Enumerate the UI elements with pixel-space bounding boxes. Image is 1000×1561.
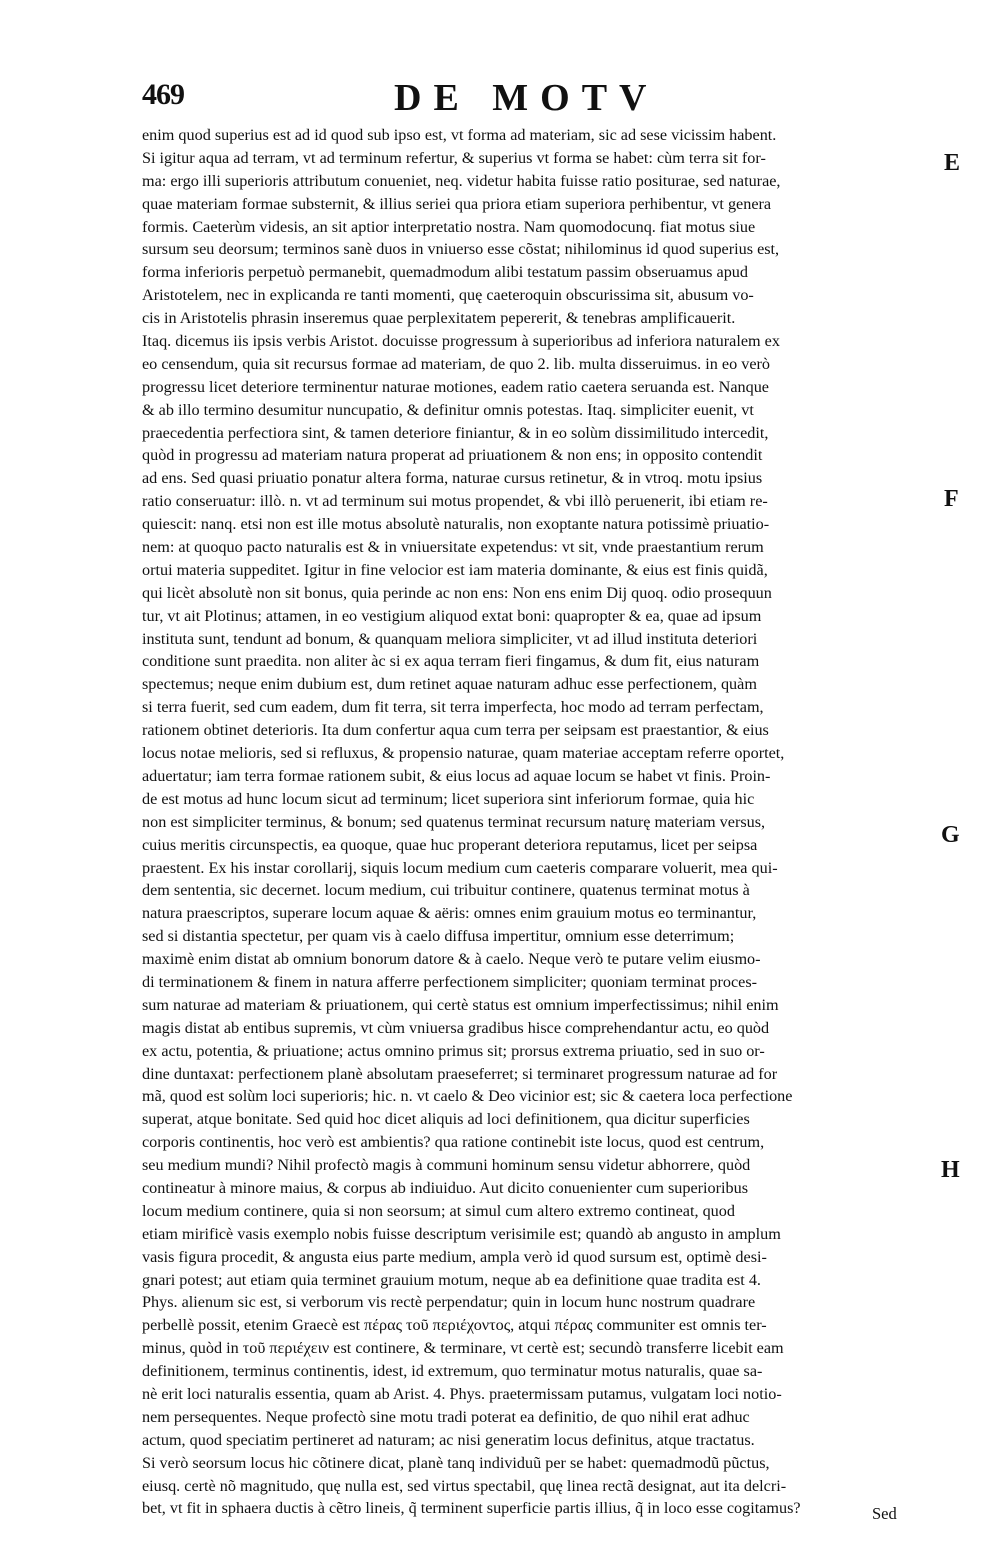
text-line: eiusq. certè nõ magnitudo, quę nulla est, sed virtus spectabil, quę linea rectã designat, aut ita delcri- xyxy=(142,1476,787,1495)
text-line: eo censendum, quia sit recursus formae ad materiam, de quo 2. lib. multa disseruimus. in eo verò xyxy=(142,354,771,373)
text-line: conditione sunt praedita. non aliter àc si ex aqua terram fieri fingamus, & dum fit, eius naturam xyxy=(142,652,760,671)
text-line: tur, vt ait Plotinus; attamen, in eo vestigium aliquod extat boni: quapropter & ea, quae ad ipsum xyxy=(142,606,762,625)
text-line: actum, quod speciatim pertineret ad naturam; ac nisi generatim locus definitus, atque tractatus. xyxy=(142,1430,755,1449)
text-line: quiescit: nanq. etsi non est ille motus absolutè naturalis, non exoptante natura potissimè priuatio- xyxy=(142,515,770,534)
running-head xyxy=(142,76,822,119)
margin-letter-h: H xyxy=(941,1157,960,1183)
text-line: definitionem, terminus continentis, idest, id extremum, quo terminatur motus naturalis, quae sa- xyxy=(142,1362,763,1381)
text-line: locum medium continere, quia si non seorsum; at simul cum altero extremo contineat, quod xyxy=(142,1201,735,1220)
text-line: praestent. Ex his instar corollarij, siquis locum medium cum caeteris comparare voluerit, mea qui- xyxy=(142,858,778,877)
text-line: vasis figura procedit, & angusta eius parte medium, ampla verò id quod sursum est, optimè desi- xyxy=(142,1247,767,1266)
text-line: dine duntaxat: perfectionem planè absolutam praeseferret; si terminaret progressum naturae ad for xyxy=(142,1064,778,1083)
text-line: perbellè possit, etenim Graecè est πέρας τοῦ περιέχοντος, atqui πέρας communiter est omnis ter- xyxy=(142,1316,767,1335)
text-line: minus, quòd in τοῦ περιέχειν est continere, & terminare, vt certè est; secundò transferre licebit eam xyxy=(142,1339,784,1358)
text-line: praecedentia perfectiora sint, & tamen deteriore finiantur, & in eo solùm dissimilitudo intercedit, xyxy=(142,423,769,442)
text-line: progressu licet deteriore terminentur naturae motiones, eadem ratio caetera seruanda est. Nanque xyxy=(142,377,769,396)
text-line: quae materiam formae substernit, & illius seriei qua priora etiam superiora perhibentur, vt genera xyxy=(142,194,772,213)
text-line: si terra fuerit, sed cum eadem, dum fit terra, sit terra imperfecta, hoc modo ad terram perfectam, xyxy=(142,698,764,717)
margin-letter-g: G xyxy=(941,822,960,848)
text-line: forma inferioris perpetuò permanebit, quemadmodum alibi testatum passim obseruamus apud xyxy=(142,263,748,282)
text-line: locus notae melioris, sed si refluxus, & propensio naturae, quam materiae acceptam referre oportet, xyxy=(142,744,785,763)
text-line: magis distat ab entibus supremis, vt cùm vniuersa gradibus hisce comprehendantur actu, eo quòd xyxy=(142,1018,770,1037)
running-title: DE MOTV xyxy=(394,77,659,119)
text-line: quòd in progressu ad materiam natura properat ad priuationem & non ens; in opposito contendit xyxy=(142,446,763,465)
text-line: etiam mirificè vasis exemplo nobis fuisse descriptum verisimile est; quandò ab angusto in amplum xyxy=(142,1224,781,1243)
text-line: nem persequentes. Neque profectò sine motu tradi poterat ea definitio, de quo nihil erat adhuc xyxy=(142,1407,750,1426)
text-line: instituta sunt, tendunt ad bonum, & quanquam meliora simpliciter, vt ad illud instituta deteriori xyxy=(142,629,758,648)
text-line: superat, atque bonitate. Sed quid hoc dicet aliquis ad loci definitionem, qua dicitur superficies xyxy=(142,1110,750,1129)
text-line: Si verò seorsum locus hic cõtinere dicat, planè tanq individuũ per se habet: quemadmodũ pũctus, xyxy=(142,1453,770,1472)
text-line: mã, quod est solùm loci superioris; hic. n. vt caelo & Deo vicinior est; sic & caetera loca perfectione xyxy=(142,1087,793,1106)
text-line: nem: at quoquo pacto naturalis est & in vniuersitate expetendus: vt sit, vnde praestantium rerum xyxy=(142,538,764,557)
body-text xyxy=(142,124,932,1520)
text-line: seu medium mundi? Nihil profectò magis à communi hominum sensu videtur abhorrere, quòd xyxy=(142,1156,751,1175)
catchword: Sed xyxy=(872,1504,897,1523)
text-line: formis. Caeterùm videsis, an sit aptior interpretatio nostra. Nam quomodocunq. fiat motus siue xyxy=(142,217,756,236)
text-line: ad ens. Sed quasi priuatio ponatur altera forma, naturae cursus retinetur, & in vtroq. motu ipsius xyxy=(142,469,763,488)
margin-letter-f: F xyxy=(944,486,959,512)
text-line: ex actu, potentia, & priuatione; actus omnino primus sit; prorsus extrema priuatio, sed in suo or- xyxy=(142,1041,765,1060)
text-line: qui licèt absolutè non sit bonus, quia perinde ac non ens: Non ens enim Dij quoq. odio prosequun xyxy=(142,583,772,602)
text-line: ma: ergo illi superioris attributum conueniet, neq. videtur habita fuisse ratio positurae, sed naturae, xyxy=(142,171,781,190)
text-line: sursum seu deorsum; terminos sanè duos in vniuerso esse cõstat; nihilominus id quod superius est, xyxy=(142,240,780,259)
text-line: nè erit loci naturalis essentia, quam ab Arist. 4. Phys. praetermissam putamus, vulgatam loci notio- xyxy=(142,1384,782,1403)
text-line: gnari potest; aut etiam quia terminet grauium motum, neque ab ea definitione quae tradita est 4. xyxy=(142,1270,761,1289)
text-line: maximè enim distat ab omnium bonorum datore & à caelo. Neque verò te putare velim eiusmo- xyxy=(142,950,761,969)
text-line: sum naturae ad materiam & priuationem, qui certè status est omnium imperfectissimus; nihil enim xyxy=(142,995,779,1014)
text-line: Si igitur aqua ad terram, vt ad terminum refertur, & superius vt forma se habet: cùm terra sit for- xyxy=(142,148,766,167)
text-line: de est motus ad hunc locum sicut ad terminum; licet superiora sint inferiorum formae, quia hic xyxy=(142,789,755,808)
text-line: cis in Aristotelis phrasin inseremus quae perplexitatem pepererit, & tenebras amplificauerit. xyxy=(142,309,736,328)
text-line: rationem obtinet deterioris. Ita dum confertur aqua cum terra per seipsam est praestantior, & eius xyxy=(142,721,769,740)
text-line: contineatur à minore maius, & corpus ab indiuiduo. Aut dicito conuenienter cum superioribus xyxy=(142,1178,748,1197)
text-line: corporis continentis, hoc verò est ambientis? qua ratione continebit iste locus, quod est centrum, xyxy=(142,1133,765,1152)
text-line: Phys. alienum sic est, si verborum vis rectè perpendatur; quin in locum hunc nostrum quadrare xyxy=(142,1293,756,1312)
text-line: Itaq. dicemus iis ipsis verbis Aristot. docuisse progressum à superioribus ad inferiora naturalem ex xyxy=(142,332,780,351)
text-line: cuius meritis circunspectis, ea quoque, quae huc properant deteriora reputamus, licet per seipsa xyxy=(142,835,758,854)
text-line: aduertatur; iam terra formae rationem subit, & eius locus ad aquae locum se habet vt finis. Proin- xyxy=(142,766,771,785)
text-line: non est simpliciter terminus, & bonum; sed quatenus terminat recursum naturę materiam versus, xyxy=(142,812,766,831)
text-line: sed si distantia spectetur, per quam vis à caelo diffusa impertitur, omnium esse deterrimum; xyxy=(142,927,735,946)
text-line: & ab illo termino desumitur nuncupatio, & definitur omnis potestas. Itaq. simpliciter euenit, vt xyxy=(142,400,754,419)
text-line: ortui materia suppeditet. Igitur in fine velocior est iam materia dominante, & eius est finis quidã, xyxy=(142,560,768,579)
text-line: ratio conseruatur: illò. n. vt ad terminum sui motus propendet, & vbi illò peruenerit, ibi etiam re- xyxy=(142,492,768,511)
margin-letter-e: E xyxy=(944,150,961,176)
text-line: natura praescriptos, superare locum aquae & aëris: omnes enim grauium motus eo terminantur, xyxy=(142,904,757,923)
text-line: enim quod superius est ad id quod sub ipso est, vt forma ad materiam, sic ad sese vicissim habent. xyxy=(142,126,777,144)
text-line: bet, vt fit in sphaera ductis à cẽtro lineis, q̃ terminent superficie partis illius, q̃ in loco esse cogitamus? xyxy=(142,1499,801,1518)
text-line: spectemus; neque enim dubium est, dum retinet aquae naturam adhuc esse perfectionem, quàm xyxy=(142,675,757,694)
page-number: 469 xyxy=(142,78,184,111)
text-line: Aristotelem, nec in explicanda re tanti momenti, quę caeteroquin obscurissima sit, abusum vo- xyxy=(142,286,754,305)
text-line: dem sententia, sic decernet. locum medium, cui tribuitur continere, quatenus terminat motus à xyxy=(142,881,750,900)
text-line: di terminationem & finem in natura afferre perfectionem simpliciter; quoniam terminat proces- xyxy=(142,972,758,991)
